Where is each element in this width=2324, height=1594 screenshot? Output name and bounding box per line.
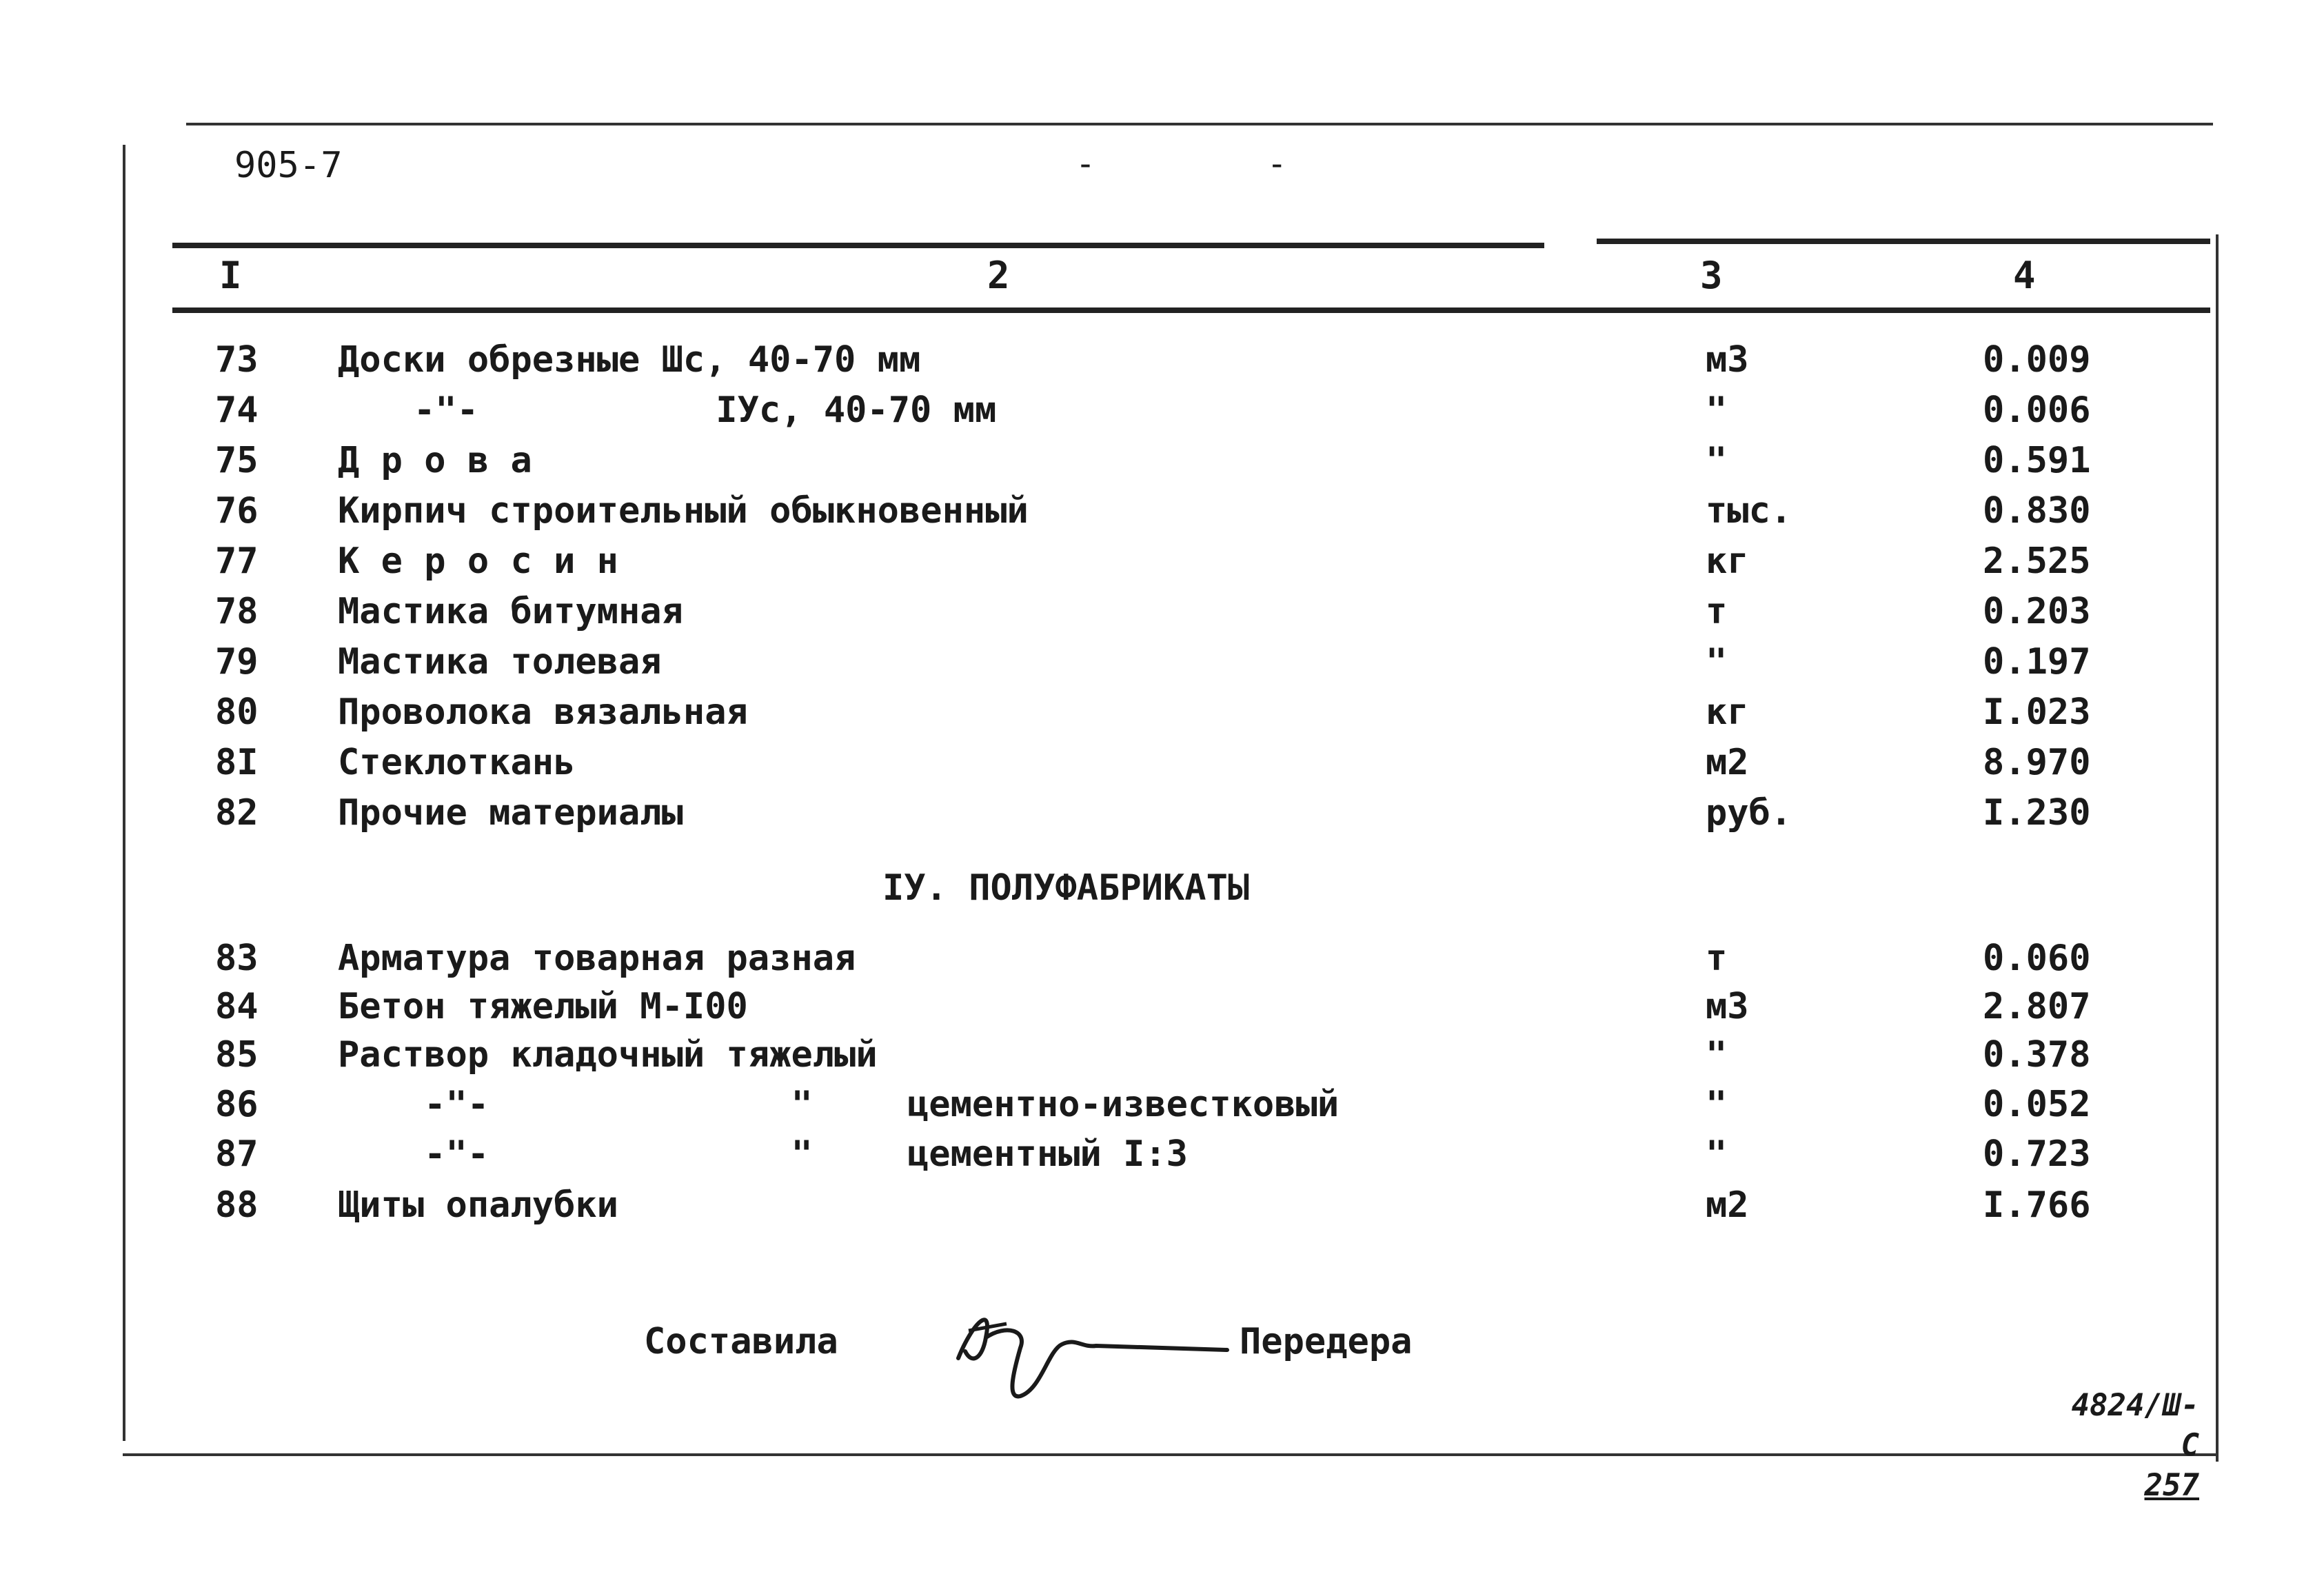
row-number: 83 <box>215 938 259 979</box>
unit: м2 <box>1706 1184 1749 1226</box>
unit: т <box>1706 938 1728 979</box>
quantity: I.023 <box>1983 692 2091 733</box>
quantity: 0.197 <box>1983 641 2091 683</box>
material-name: Проволока вязальная <box>338 692 748 733</box>
header-bottom-rule <box>172 307 2210 313</box>
header-top-rule-right <box>1597 239 2210 244</box>
column-header-3: 3 <box>1700 254 1723 297</box>
quantity: 0.378 <box>1983 1034 2091 1076</box>
material-name: Доски обрезные Шс, 40-70 мм <box>338 339 921 381</box>
quantity: 0.060 <box>1983 938 2091 979</box>
table-row <box>0 1133 2324 1183</box>
unit: " <box>1706 440 1728 481</box>
unit: м3 <box>1706 986 1749 1027</box>
row-number: 86 <box>215 1084 259 1125</box>
row-number: 84 <box>215 986 259 1027</box>
quantity: 0.830 <box>1983 490 2091 532</box>
row-number: 73 <box>215 339 259 381</box>
table-row <box>0 440 2324 490</box>
author-name: Передера <box>1240 1321 1413 1362</box>
document-code: 905-7 <box>234 145 343 186</box>
table-row <box>0 390 2324 439</box>
quantity: 0.591 <box>1983 440 2091 481</box>
table-row <box>0 541 2324 590</box>
unit: кг <box>1706 541 1749 582</box>
material-name: Мастика битумная <box>338 591 683 632</box>
page-marks: - - <box>1075 145 1363 183</box>
row-number: 80 <box>215 692 259 733</box>
table-row <box>0 1084 2324 1133</box>
quantity: 8.970 <box>1983 742 2091 783</box>
frame-top-line <box>186 123 2213 125</box>
material-name: Раствор кладочный тяжелый <box>338 1034 878 1076</box>
header-top-rule-left <box>172 243 1544 248</box>
material-name: Прочие материалы <box>338 792 683 834</box>
row-number: 78 <box>215 591 259 632</box>
row-number: 82 <box>215 792 259 834</box>
table-row <box>0 986 2324 1036</box>
table-row <box>0 742 2324 791</box>
table-row <box>0 641 2324 691</box>
row-number: 88 <box>215 1184 259 1226</box>
stamp-code: 4824/Ш-С <box>2071 1388 2199 1463</box>
row-number: 8I <box>215 742 259 783</box>
unit: руб. <box>1706 792 1792 834</box>
material-name: Стеклоткань <box>338 742 576 783</box>
material-name: Мастика толевая <box>338 641 662 683</box>
material-name: -"- " <box>338 1133 813 1175</box>
table-row <box>0 692 2324 741</box>
quantity: 0.009 <box>1983 339 2091 381</box>
table-row <box>0 339 2324 389</box>
unit: " <box>1706 1084 1728 1125</box>
quantity: 0.006 <box>1983 390 2091 431</box>
material-name: -"- " <box>338 1084 813 1125</box>
unit: " <box>1706 1034 1728 1076</box>
unit: " <box>1706 390 1728 431</box>
row-number: 75 <box>215 440 259 481</box>
table-row <box>0 1034 2324 1084</box>
row-number: 79 <box>215 641 259 683</box>
quantity: 0.203 <box>1983 591 2091 632</box>
material-name-detail: цементный I:3 <box>907 1133 1188 1175</box>
column-header-4: 4 <box>2013 254 2036 297</box>
material-name: -"- IУс, 40-70 мм <box>414 390 997 431</box>
archive-stamp <box>2054 1386 2199 1506</box>
column-header-2: 2 <box>987 254 1010 297</box>
unit: м3 <box>1706 339 1749 381</box>
frame-bottom-line <box>123 1453 2219 1456</box>
material-name: Щиты опалубки <box>338 1184 618 1226</box>
table-row <box>0 792 2324 842</box>
material-name: Д р о в а <box>338 440 532 481</box>
row-number: 74 <box>215 390 259 431</box>
material-name-detail: цементно-известковый <box>907 1084 1340 1125</box>
row-number: 76 <box>215 490 259 532</box>
quantity: 2.807 <box>1983 986 2091 1027</box>
table-row <box>0 490 2324 540</box>
unit: м2 <box>1706 742 1749 783</box>
unit: тыс. <box>1706 490 1792 532</box>
signature-mark <box>944 1282 1234 1406</box>
row-number: 87 <box>215 1133 259 1175</box>
table-row <box>0 1184 2324 1234</box>
quantity: 2.525 <box>1983 541 2091 582</box>
column-header-1: I <box>219 254 242 297</box>
section-title: IУ. ПОЛУФАБРИКАТЫ <box>882 867 1250 909</box>
table-row <box>0 938 2324 987</box>
material-name: К е р о с и н <box>338 541 618 582</box>
row-number: 77 <box>215 541 259 582</box>
unit: т <box>1706 591 1728 632</box>
unit: " <box>1706 641 1728 683</box>
material-name: Кирпич строительный обыкновенный <box>338 490 1029 532</box>
material-name: Бетон тяжелый М-I00 <box>338 986 748 1027</box>
quantity: 0.723 <box>1983 1133 2091 1175</box>
unit: кг <box>1706 692 1749 733</box>
row-number: 85 <box>215 1034 259 1076</box>
unit: " <box>1706 1133 1728 1175</box>
table-row <box>0 591 2324 640</box>
quantity: 0.052 <box>1983 1084 2091 1125</box>
material-name: Арматура товарная разная <box>338 938 856 979</box>
stamp-page-number: 257 <box>2144 1468 2199 1503</box>
compiled-by-label: Составила <box>644 1321 838 1362</box>
quantity: I.766 <box>1983 1184 2091 1226</box>
quantity: I.230 <box>1983 792 2091 834</box>
